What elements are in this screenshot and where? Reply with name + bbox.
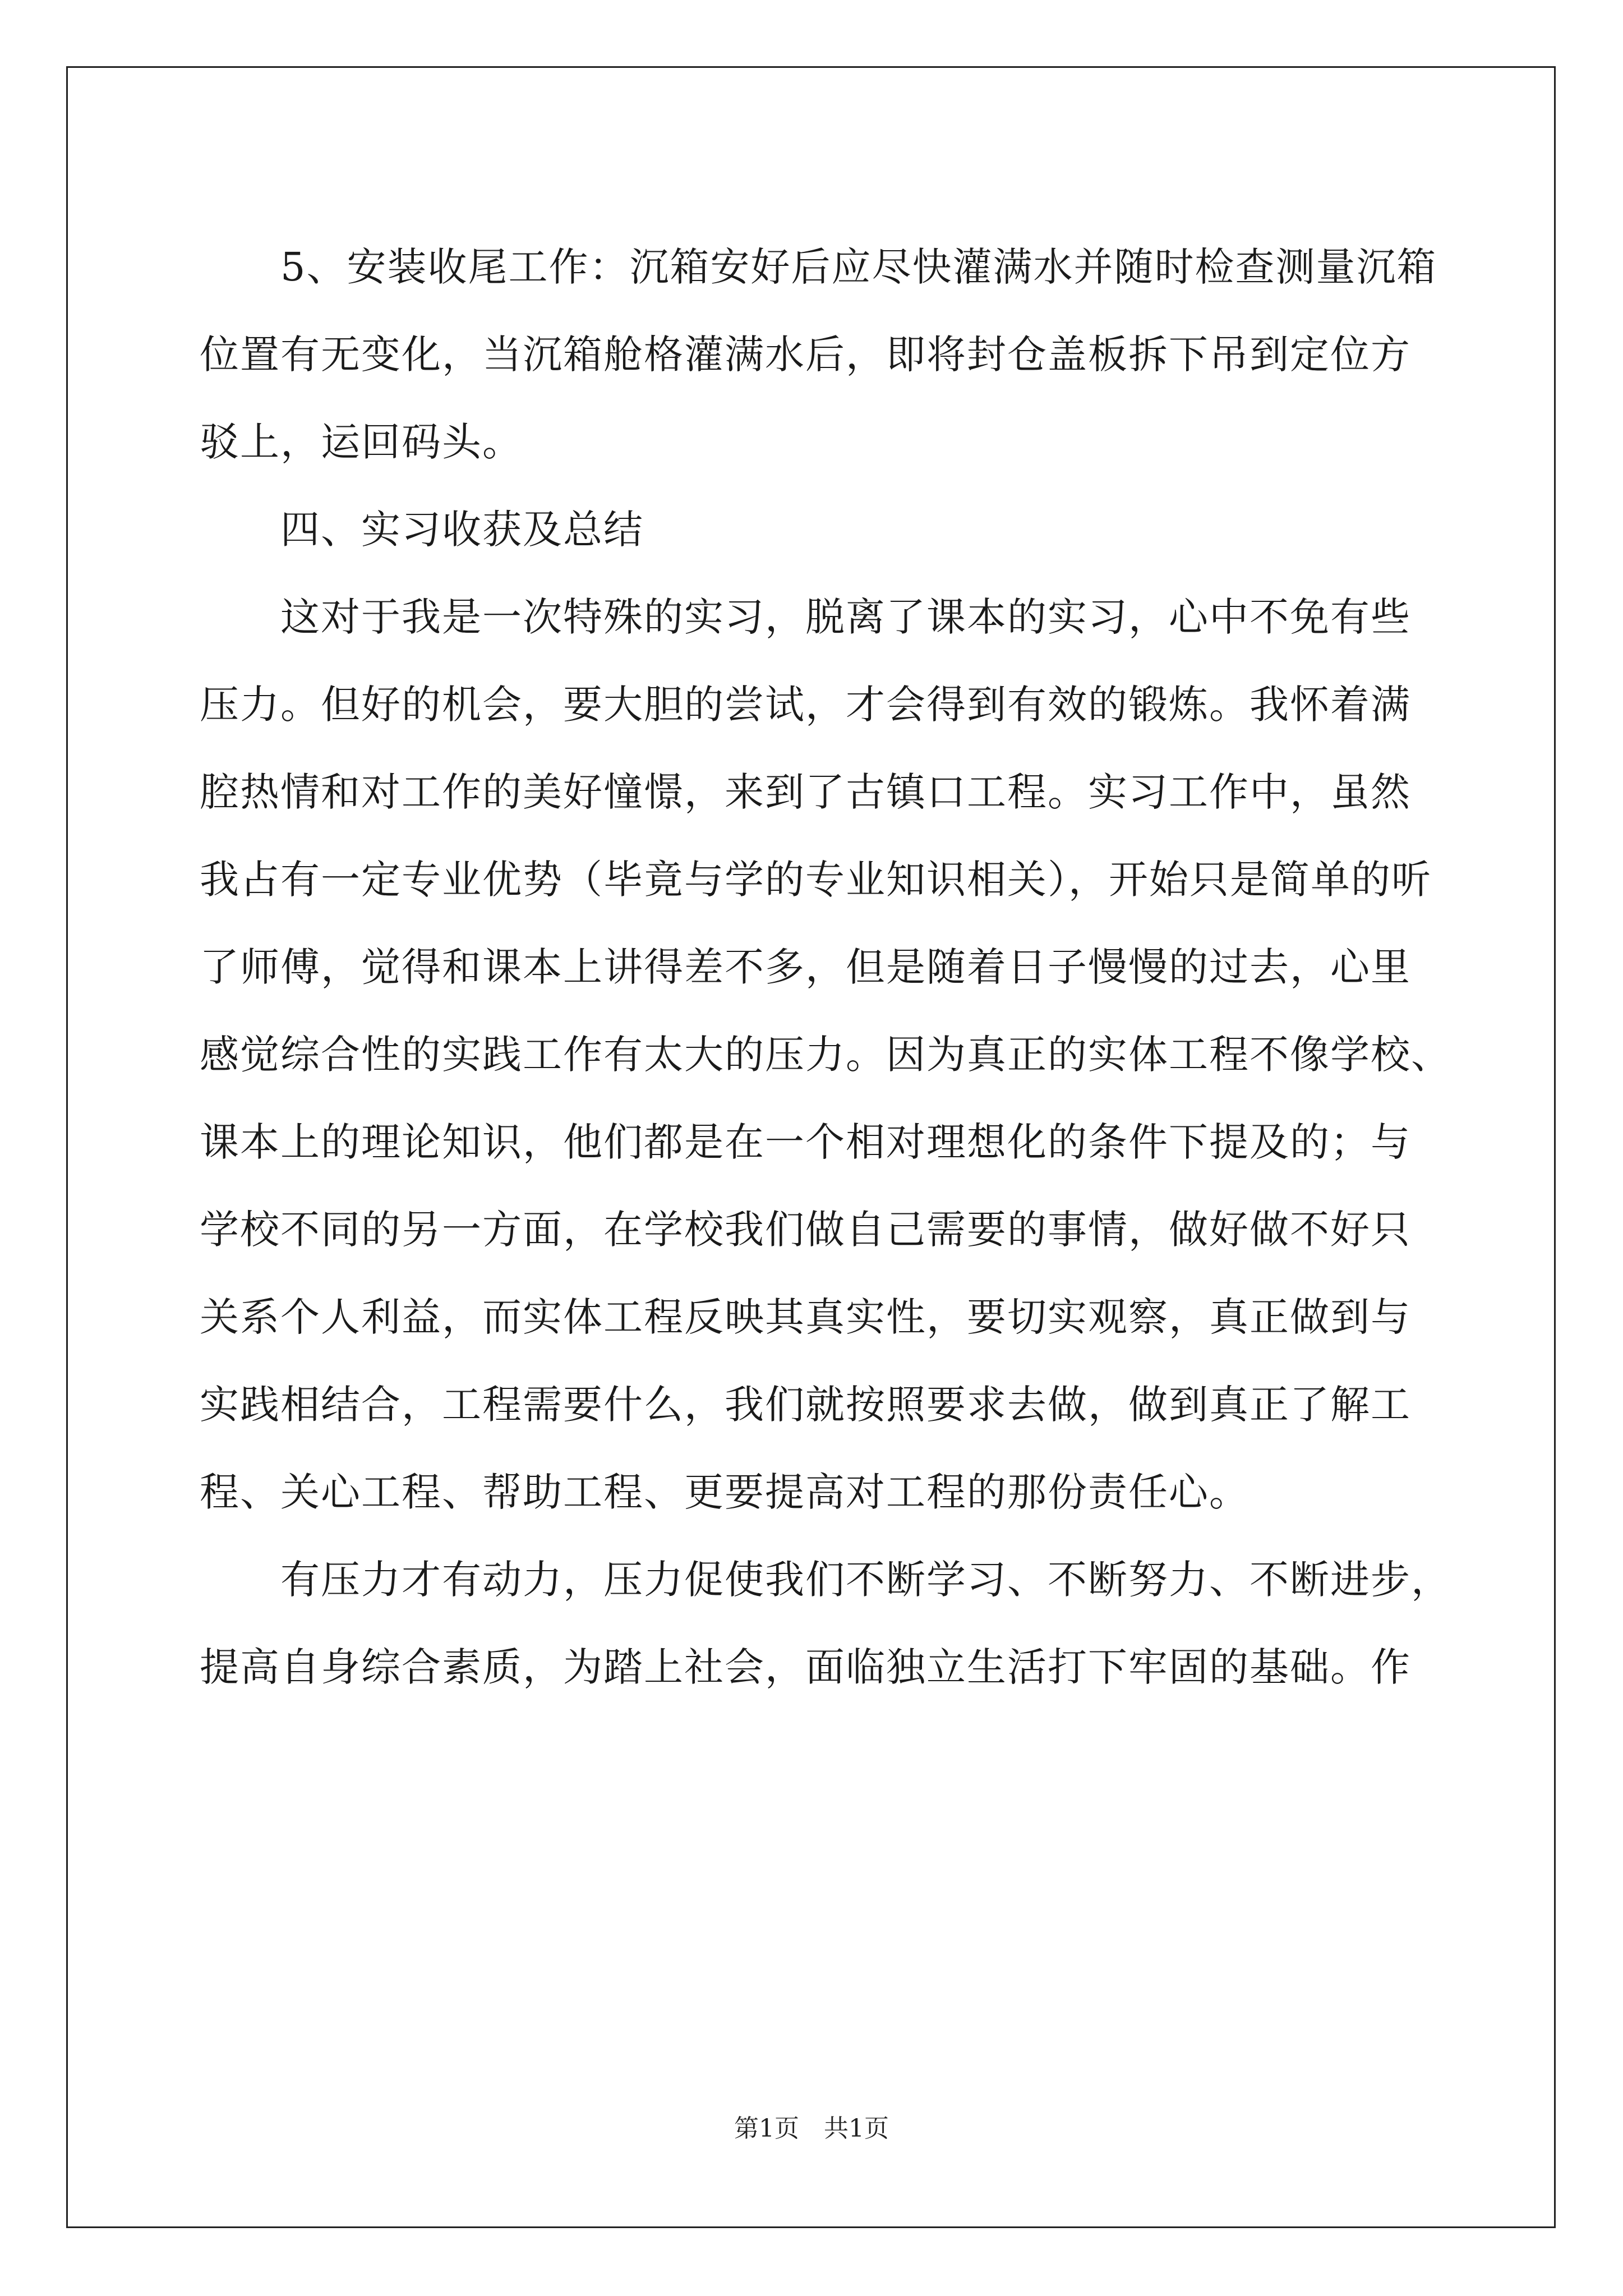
text-line: 有压力才有动力，压力促使我们不断学习、不断努力、不断进步，: [200, 1557, 1451, 1603]
text-line: 驳上，运回码头。: [200, 419, 523, 465]
text-line: 提高自身综合素质，为踏上社会，面临独立生活打下牢固的基础。作: [200, 1644, 1411, 1690]
text-line: 这对于我是一次特殊的实习，脱离了课本的实习，心中不免有些: [200, 594, 1411, 640]
text-line: 了师傅，觉得和课本上讲得差不多，但是随着日子慢慢的过去，心里: [200, 944, 1411, 990]
text-line: 5、安装收尾工作：沉箱安好后应尽快灌满水并随时检查测量沉箱: [200, 244, 1437, 290]
text-line: 压力。但好的机会，要大胆的尝试，才会得到有效的锻炼。我怀着满: [200, 682, 1411, 728]
page-number-footer: 第1页 共1页: [734, 2114, 889, 2143]
text-line: 感觉综合性的实践工作有太大的压力。因为真正的实体工程不像学校、: [200, 1032, 1451, 1078]
text-line: 位置有无变化，当沉箱舱格灌满水后，即将封仓盖板拆下吊到定位方: [200, 332, 1411, 378]
text-line: 学校不同的另一方面，在学校我们做自己需要的事情，做好做不好只: [200, 1207, 1411, 1253]
text-line: 我占有一定专业优势（毕竟与学的专业知识相关），开始只是简单的听: [200, 857, 1432, 903]
document-body: [200, 223, 1451, 1711]
text-line: 关系个人利益，而实体工程反映其真实性，要切实观察，真正做到与: [200, 1294, 1411, 1340]
text-line: 腔热情和对工作的美好憧憬，来到了古镇口工程。实习工作中，虽然: [200, 769, 1411, 815]
text-line: 程、关心工程、帮助工程、更要提高对工程的那份责任心。: [200, 1469, 1249, 1515]
text-line: 课本上的理论知识，他们都是在一个相对理想化的条件下提及的；与: [200, 1119, 1411, 1165]
section-heading: 四、实习收获及总结: [200, 507, 644, 553]
text-line: 实践相结合，工程需要什么，我们就按照要求去做，做到真正了解工: [200, 1382, 1411, 1428]
